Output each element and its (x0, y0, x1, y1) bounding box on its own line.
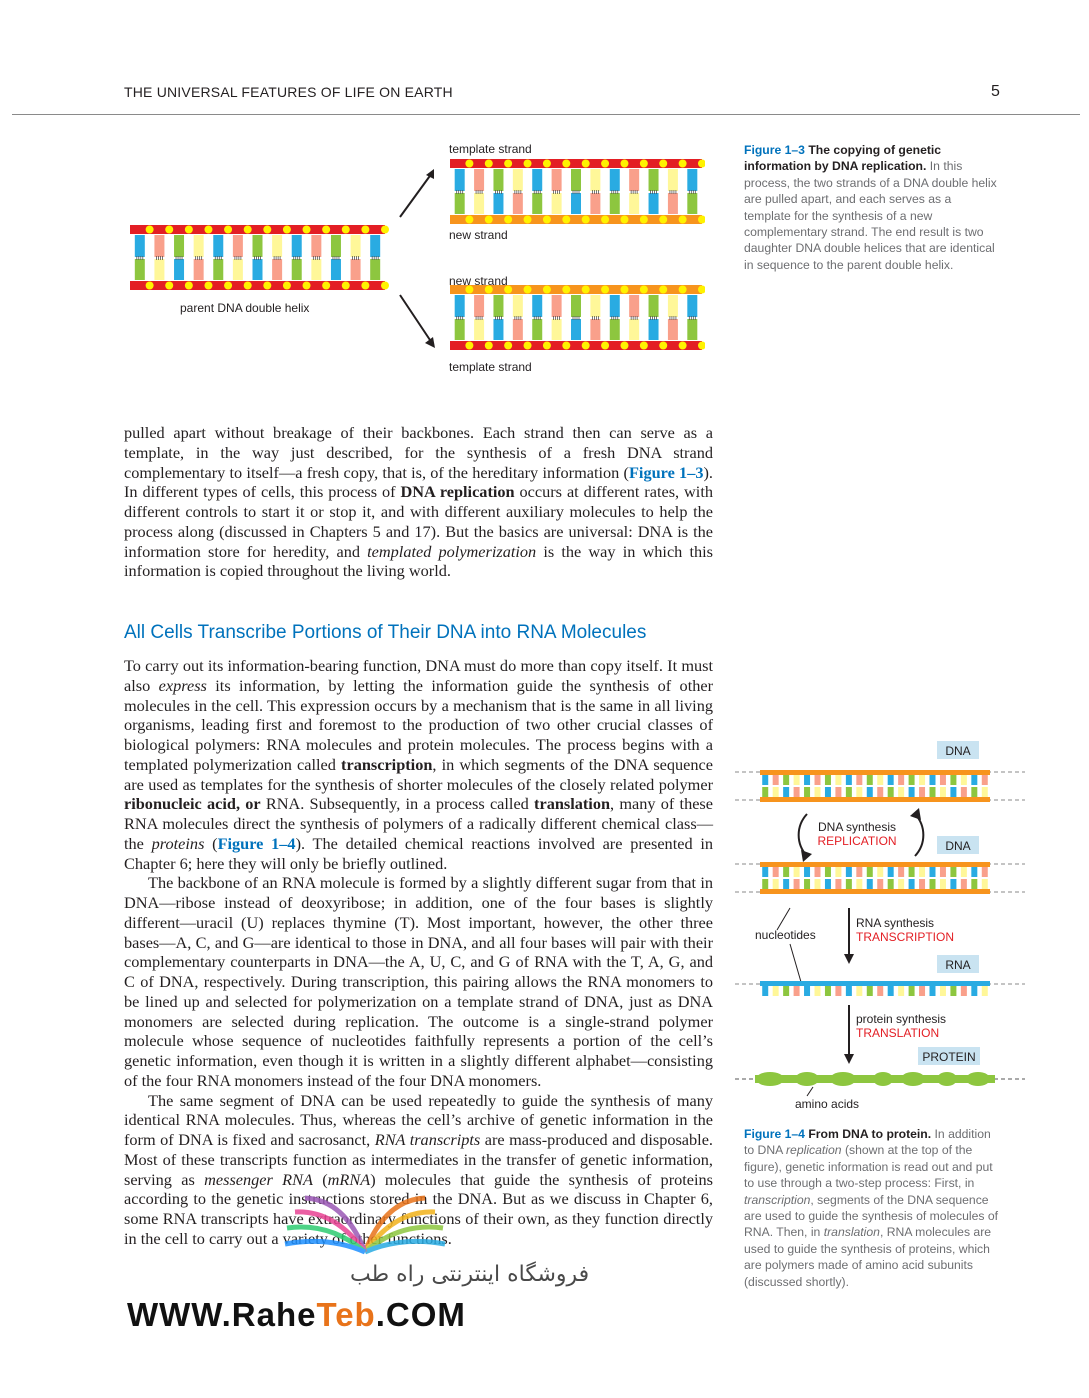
label-nucleotides: nucleotides (755, 928, 816, 942)
figure-1-4-caption: Figure 1–4 From DNA to protein. In addition to DNA replication (shown at the top of the figure), genetic information is read out and put to use through a two-step process: First, in transcription, segments of the DNA sequence are used to guide the synthesis of molecules of RNA. Then, in translation, RNA molecules are used to guide the synthesis of proteins, which are polymers made of amino acid subunits (discussed shortly). (744, 1127, 999, 1289)
paragraph-4: The same segment of DNA can be used repeatedly to guide the synthesis of many identical RNA molecules. Thus, whereas the cell’s archive of genetic information in the form of DNA is fixed and sacrosanct, RNA transcripts are mass-produced and disposable. Most of these transcripts function as intermediates in the transfer of genetic information, serving as messenger RNA (mRNA) molecules that guide the synthesis of proteins according to the genetic instructions stored in the DNA. But as we discuss in Chapter 6, some RNA transcripts have extraordinary functions of their own, as they function directly in the cell to carry out a variety of other functions. (124, 1090, 714, 1248)
figure-1-3-caption (744, 142, 1000, 273)
bottom-daughter-helix (450, 285, 705, 350)
label-transcription: TRANSCRIPTION (856, 930, 955, 944)
label-replication: REPLICATION (817, 834, 897, 848)
label-protein: PROTEIN (922, 1050, 976, 1064)
figure-1-3-link[interactable]: Figure 1–3 (628, 462, 704, 482)
page-number: 5 (991, 83, 1000, 100)
dna-top-helix (735, 770, 1025, 802)
arrow-up-head (426, 169, 434, 179)
top-daughter-helix (450, 159, 705, 224)
replication-arrow-left (799, 814, 807, 856)
paragraph-3: The backbone of an RNA molecule is formed by a slightly different sugar from that in DNA—ribose instead of deoxyribose; in addition, one of the four bases is slightly different—uracil (U) replaces thymine (T). Most important, however, the other three bases—A, C, and G—are identical to those in DNA, and all four bases will pair with their complementary counterparts in DNA—the A, U, C, and G of RNA with the T, A, G, and C of DNA, respectively. During transcription, this pairing allows the RNA monomers to be lined up and selected for polymerization on a template strand of DNA, just as DNA monomers are selected during replication. The outcome is a single-strand polymer molecule whose sequence of nucleotides faithfully represents a portion of the cell’s genetic information, even though it is written in a slightly different alphabet—consisting of the four RNA monomers instead of the four DNA monomers. (124, 873, 713, 1090)
main-body (124, 656, 713, 1249)
paragraph-2: To carry out its information-bearing function, DNA must do more than copy itself. It must also express its information, by letting the information guide the synthesis of other molecules in the cell. This expression occurs by a mechanism that is the same in all living organisms, leading first and foremost to the production of two other crucial classes of biological polymers: RNA molecules and protein molecules. The process begins with a templated polymerization called transcription, in which segments of the DNA sequence are used as templates for the synthesis of shorter molecules of the closely related polymer ribonucleic acid, or RNA. Subsequently, in a process called translation, many of these RNA molecules direct the synthesis of polymers of a radically different chemical class—the proteins (Figure 1–4). The detailed chemical reactions involved are presented in Chapter 6; here they will only be briefly outlined. (124, 656, 714, 873)
label-template-strand-bottom: template strand (449, 360, 532, 374)
parent-dna-helix (130, 225, 389, 290)
label-dna-synthesis: DNA synthesis (817, 820, 897, 834)
arrow-up (400, 173, 432, 217)
label-amino-acids: amino acids (795, 1097, 860, 1111)
label-translation: TRANSLATION (856, 1026, 940, 1040)
nucleotides-pointer-2 (790, 944, 801, 982)
watermark-persian-text: فروشگاه اینترنتی راه طب (350, 1262, 590, 1287)
label-dna-top: DNA (945, 744, 971, 758)
section-heading: All Cells Transcribe Portions of Their DNA into RNA Molecules (124, 622, 647, 643)
label-new-strand-top: new strand (449, 228, 508, 242)
label-rna-synthesis: RNA synthesis (856, 916, 935, 930)
figure-1-4-diagram (735, 738, 1025, 1118)
watermark-url: WWW.RaheTeb.COM (127, 1296, 466, 1333)
caption-text: In this process, the two strands of a DNA double helix are pulled apart, and each serves as a template for the synthesis of a new complementary strand. The end result is two daughter DNA double helices that are identical in sequence to the parent double helix. (744, 159, 997, 272)
paragraph-1: pulled apart without breakage of their backbones. Each strand then can serve as a template, in the way just described, for the synthesis of a fresh DNA strand complementary to itself—a fresh copy, that is, of the hereditary information (Figure 1–3). In different types of cells, this process of DNA replication occurs at different rates, with different controls to start it or stop it, and with different auxiliary molecules to help the process along (discussed in Chapters 5 and 17). But the basics are universal: DNA is the information store for heredity, and templated polymerization is the way in which this information is copied throughout the living world. (124, 423, 713, 581)
nucleotides-pointer-1 (777, 908, 790, 930)
protein-chain (735, 1072, 1025, 1086)
replication-arrow-right (915, 814, 923, 856)
label-rna: RNA (945, 958, 971, 972)
rna-strand (735, 981, 1025, 996)
figure-1-3-diagram (120, 135, 705, 385)
caption-title: The copying of genetic information by DNA replication. (744, 143, 942, 174)
arrow-down (400, 295, 432, 343)
label-template-strand-top: template strand (449, 142, 532, 156)
label-parent-helix: parent DNA double helix (180, 301, 310, 315)
running-head: THE UNIVERSAL FEATURES OF LIFE ON EARTH (124, 84, 453, 100)
label-protein-synthesis: protein synthesis (856, 1012, 947, 1026)
label-dna-mid: DNA (945, 839, 971, 853)
figure-1-4-link[interactable]: Figure 1–4 (217, 833, 296, 853)
label-new-strand-bottom: new strand (449, 274, 508, 288)
header-rule (12, 114, 1080, 115)
caption-number: Figure 1–3 (744, 143, 805, 157)
dna-mid-helix (735, 862, 1025, 894)
